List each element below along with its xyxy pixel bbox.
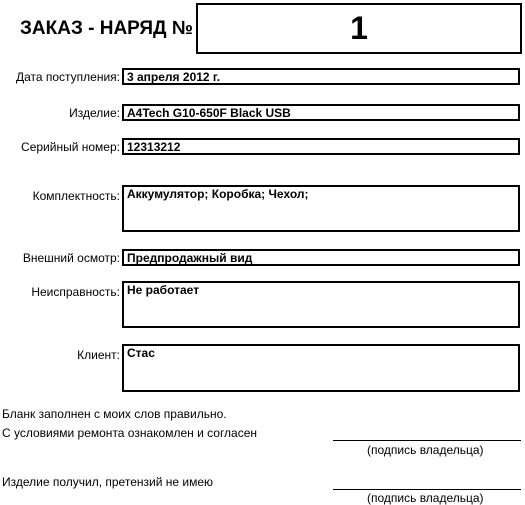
order-number-box	[196, 3, 522, 54]
statement-line-1: Бланк заполнен с моих слов правильно.	[2, 407, 227, 421]
kit-label: Комплектность:	[32, 189, 120, 203]
statement-line-3: Изделие получил, претензий не имею	[2, 475, 214, 489]
client-field[interactable]: Стас	[122, 344, 520, 392]
signature-caption-2: (подпись владельца)	[367, 491, 484, 505]
inspection-label: Внешний осмотр:	[22, 251, 120, 265]
signature-line-2[interactable]	[333, 489, 521, 490]
serial-label: Серийный номер:	[21, 140, 120, 154]
inspection-field[interactable]: Предпродажный вид	[122, 249, 520, 266]
signature-line-1[interactable]	[333, 440, 521, 441]
client-label: Клиент:	[77, 348, 120, 362]
kit-field[interactable]: Аккумулятор; Коробка; Чехол;	[122, 185, 520, 232]
form-title: ЗАКАЗ - НАРЯД №	[20, 18, 194, 39]
order-number: 1	[350, 10, 368, 46]
fault-field[interactable]: Не работает	[122, 281, 520, 328]
signature-caption-1: (подпись владельца)	[367, 443, 484, 457]
received-date-label: Дата поступления:	[15, 70, 120, 84]
product-label: Изделие:	[69, 106, 120, 120]
fault-label: Неисправность:	[31, 285, 120, 299]
statement-line-2: С условиями ремонта ознакомлен и согласен	[2, 426, 258, 440]
received-date-field[interactable]: 3 апреля 2012 г.	[122, 68, 520, 85]
serial-field[interactable]: 12313212	[122, 138, 520, 155]
product-field[interactable]: A4Tech G10-650F Black USB	[122, 104, 520, 121]
